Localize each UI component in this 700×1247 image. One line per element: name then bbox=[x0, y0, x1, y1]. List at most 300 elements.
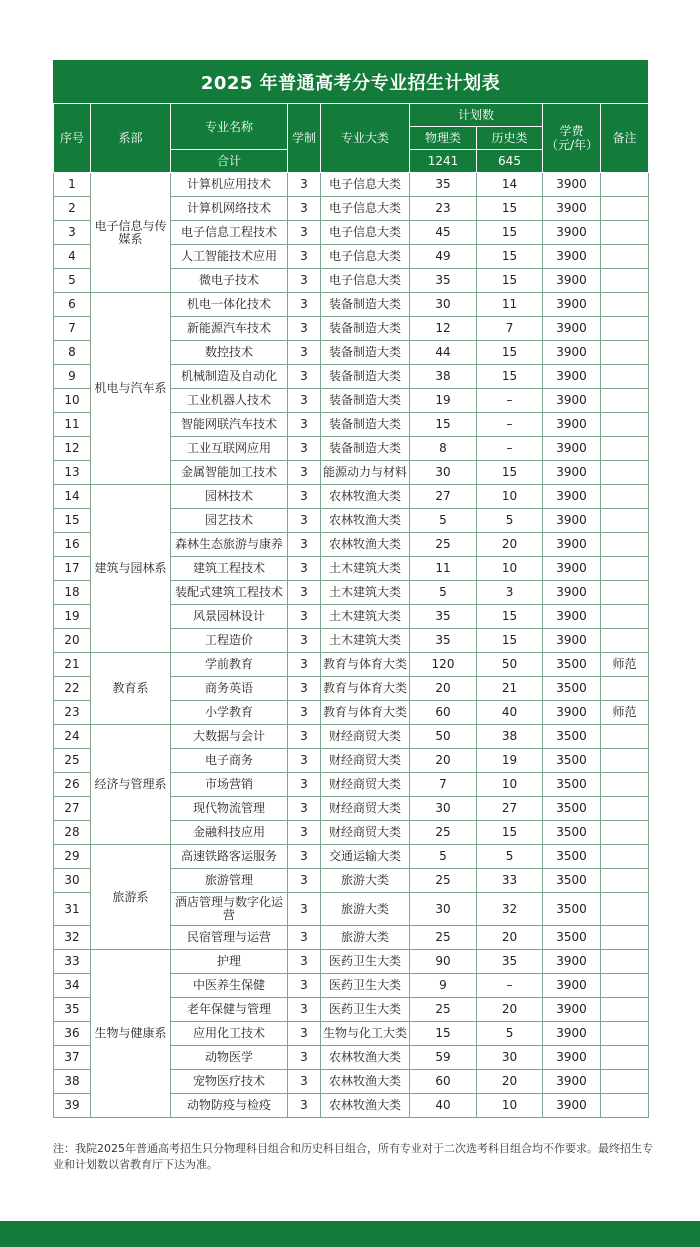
cell-tuition: 3900 bbox=[543, 998, 601, 1022]
cell-history: 5 bbox=[477, 509, 543, 533]
cell-physics: 7 bbox=[410, 773, 477, 797]
cell-remark bbox=[601, 293, 649, 317]
cell-major: 动物医学 bbox=[171, 1046, 288, 1070]
cell-remark bbox=[601, 677, 649, 701]
cell-major: 工业机器人技术 bbox=[171, 389, 288, 413]
cell-category: 电子信息大类 bbox=[321, 173, 410, 197]
cell-seq: 24 bbox=[54, 725, 91, 749]
cell-category: 农林牧渔大类 bbox=[321, 1094, 410, 1118]
cell-major: 高速铁路客运服务 bbox=[171, 845, 288, 869]
cell-seq: 30 bbox=[54, 869, 91, 893]
cell-physics: 45 bbox=[410, 221, 477, 245]
cell-history: 15 bbox=[477, 245, 543, 269]
cell-duration: 3 bbox=[288, 245, 321, 269]
cell-major: 现代物流管理 bbox=[171, 797, 288, 821]
cell-history: 10 bbox=[477, 485, 543, 509]
enrollment-plan-table bbox=[53, 103, 649, 1118]
cell-seq: 13 bbox=[54, 461, 91, 485]
cell-physics: 30 bbox=[410, 797, 477, 821]
cell-tuition: 3500 bbox=[543, 677, 601, 701]
cell-history: 14 bbox=[477, 173, 543, 197]
cell-major: 金融科技应用 bbox=[171, 821, 288, 845]
cell-tuition: 3500 bbox=[543, 653, 601, 677]
cell-major: 电子商务 bbox=[171, 749, 288, 773]
cell-category: 电子信息大类 bbox=[321, 197, 410, 221]
cell-tuition: 3900 bbox=[543, 701, 601, 725]
cell-physics: 25 bbox=[410, 533, 477, 557]
cell-tuition: 3900 bbox=[543, 950, 601, 974]
cell-category: 教育与体育大类 bbox=[321, 701, 410, 725]
cell-physics: 5 bbox=[410, 845, 477, 869]
cell-history: 10 bbox=[477, 1094, 543, 1118]
cell-category: 教育与体育大类 bbox=[321, 653, 410, 677]
cell-tuition: 3500 bbox=[543, 773, 601, 797]
cell-category: 装备制造大类 bbox=[321, 293, 410, 317]
cell-major: 风景园林设计 bbox=[171, 605, 288, 629]
cell-category: 农林牧渔大类 bbox=[321, 1046, 410, 1070]
header-tuition: 学费（元/年） bbox=[543, 104, 601, 173]
cell-physics: 15 bbox=[410, 413, 477, 437]
cell-seq: 23 bbox=[54, 701, 91, 725]
cell-physics: 20 bbox=[410, 677, 477, 701]
cell-remark bbox=[601, 974, 649, 998]
cell-seq: 36 bbox=[54, 1022, 91, 1046]
cell-major: 园艺技术 bbox=[171, 509, 288, 533]
cell-seq: 2 bbox=[54, 197, 91, 221]
table-row bbox=[54, 293, 649, 317]
cell-physics: 59 bbox=[410, 1046, 477, 1070]
cell-category: 土木建筑大类 bbox=[321, 605, 410, 629]
cell-tuition: 3900 bbox=[543, 533, 601, 557]
cell-remark bbox=[601, 461, 649, 485]
cell-remark bbox=[601, 797, 649, 821]
header-plan: 计划数 bbox=[410, 104, 543, 127]
cell-tuition: 3900 bbox=[543, 974, 601, 998]
cell-tuition: 3900 bbox=[543, 1070, 601, 1094]
cell-physics: 8 bbox=[410, 437, 477, 461]
cell-seq: 27 bbox=[54, 797, 91, 821]
cell-remark bbox=[601, 509, 649, 533]
cell-seq: 28 bbox=[54, 821, 91, 845]
cell-duration: 3 bbox=[288, 950, 321, 974]
cell-major: 宠物医疗技术 bbox=[171, 1070, 288, 1094]
cell-category: 医药卫生大类 bbox=[321, 998, 410, 1022]
cell-tuition: 3900 bbox=[543, 1046, 601, 1070]
cell-duration: 3 bbox=[288, 485, 321, 509]
table-row bbox=[54, 950, 649, 974]
cell-duration: 3 bbox=[288, 605, 321, 629]
cell-category: 装备制造大类 bbox=[321, 341, 410, 365]
cell-major: 小学教育 bbox=[171, 701, 288, 725]
cell-history: 40 bbox=[477, 701, 543, 725]
cell-seq: 7 bbox=[54, 317, 91, 341]
cell-duration: 3 bbox=[288, 557, 321, 581]
cell-duration: 3 bbox=[288, 317, 321, 341]
cell-history: 15 bbox=[477, 461, 543, 485]
cell-seq: 34 bbox=[54, 974, 91, 998]
cell-duration: 3 bbox=[288, 533, 321, 557]
cell-tuition: 3900 bbox=[543, 581, 601, 605]
header-remarks: 备注 bbox=[601, 104, 649, 173]
cell-seq: 21 bbox=[54, 653, 91, 677]
cell-duration: 3 bbox=[288, 845, 321, 869]
cell-duration: 3 bbox=[288, 797, 321, 821]
cell-seq: 4 bbox=[54, 245, 91, 269]
cell-seq: 19 bbox=[54, 605, 91, 629]
cell-major: 工程造价 bbox=[171, 629, 288, 653]
cell-major: 人工智能技术应用 bbox=[171, 245, 288, 269]
cell-history: 19 bbox=[477, 749, 543, 773]
cell-category: 装备制造大类 bbox=[321, 413, 410, 437]
cell-tuition: 3900 bbox=[543, 629, 601, 653]
cell-duration: 3 bbox=[288, 701, 321, 725]
cell-seq: 37 bbox=[54, 1046, 91, 1070]
cell-remark bbox=[601, 845, 649, 869]
cell-physics: 25 bbox=[410, 869, 477, 893]
cell-remark bbox=[601, 926, 649, 950]
cell-seq: 33 bbox=[54, 950, 91, 974]
cell-physics: 30 bbox=[410, 893, 477, 926]
cell-major: 智能网联汽车技术 bbox=[171, 413, 288, 437]
cell-seq: 5 bbox=[54, 269, 91, 293]
cell-remark bbox=[601, 773, 649, 797]
cell-remark: 师范 bbox=[601, 701, 649, 725]
cell-tuition: 3900 bbox=[543, 197, 601, 221]
cell-category: 旅游大类 bbox=[321, 926, 410, 950]
table-row bbox=[54, 845, 649, 869]
cell-department: 机电与汽车系 bbox=[91, 293, 171, 485]
cell-tuition: 3900 bbox=[543, 245, 601, 269]
cell-duration: 3 bbox=[288, 773, 321, 797]
cell-remark bbox=[601, 605, 649, 629]
cell-category: 农林牧渔大类 bbox=[321, 485, 410, 509]
cell-history: 10 bbox=[477, 557, 543, 581]
cell-duration: 3 bbox=[288, 173, 321, 197]
cell-physics: 20 bbox=[410, 749, 477, 773]
header-physics: 物理类 bbox=[410, 127, 477, 150]
cell-duration: 3 bbox=[288, 293, 321, 317]
cell-seq: 10 bbox=[54, 389, 91, 413]
cell-major: 护理 bbox=[171, 950, 288, 974]
table-row bbox=[54, 173, 649, 197]
cell-tuition: 3900 bbox=[543, 437, 601, 461]
cell-history: – bbox=[477, 437, 543, 461]
cell-seq: 18 bbox=[54, 581, 91, 605]
cell-major: 旅游管理 bbox=[171, 869, 288, 893]
cell-history: 20 bbox=[477, 533, 543, 557]
cell-major: 大数据与会计 bbox=[171, 725, 288, 749]
cell-category: 旅游大类 bbox=[321, 869, 410, 893]
cell-tuition: 3900 bbox=[543, 485, 601, 509]
cell-major: 森林生态旅游与康养 bbox=[171, 533, 288, 557]
cell-physics: 49 bbox=[410, 245, 477, 269]
cell-major: 微电子技术 bbox=[171, 269, 288, 293]
cell-physics: 11 bbox=[410, 557, 477, 581]
cell-physics: 60 bbox=[410, 1070, 477, 1094]
cell-history: 30 bbox=[477, 1046, 543, 1070]
cell-category: 旅游大类 bbox=[321, 893, 410, 926]
cell-history: 15 bbox=[477, 197, 543, 221]
cell-tuition: 3900 bbox=[543, 221, 601, 245]
table-row bbox=[54, 725, 649, 749]
cell-category: 装备制造大类 bbox=[321, 437, 410, 461]
table-title: 2025 年普通高考分专业招生计划表 bbox=[53, 60, 648, 103]
cell-remark bbox=[601, 197, 649, 221]
cell-history: 10 bbox=[477, 773, 543, 797]
table-body bbox=[54, 173, 649, 1118]
cell-seq: 29 bbox=[54, 845, 91, 869]
cell-major: 装配式建筑工程技术 bbox=[171, 581, 288, 605]
cell-category: 装备制造大类 bbox=[321, 389, 410, 413]
cell-tuition: 3900 bbox=[543, 173, 601, 197]
cell-history: 15 bbox=[477, 605, 543, 629]
cell-category: 土木建筑大类 bbox=[321, 581, 410, 605]
cell-physics: 30 bbox=[410, 461, 477, 485]
cell-tuition: 3900 bbox=[543, 1094, 601, 1118]
cell-physics: 60 bbox=[410, 701, 477, 725]
cell-physics: 25 bbox=[410, 998, 477, 1022]
cell-duration: 3 bbox=[288, 974, 321, 998]
cell-tuition: 3500 bbox=[543, 893, 601, 926]
cell-tuition: 3500 bbox=[543, 797, 601, 821]
cell-history: 20 bbox=[477, 1070, 543, 1094]
cell-duration: 3 bbox=[288, 653, 321, 677]
cell-major: 园林技术 bbox=[171, 485, 288, 509]
table-row bbox=[54, 485, 649, 509]
cell-tuition: 3900 bbox=[543, 365, 601, 389]
cell-tuition: 3900 bbox=[543, 269, 601, 293]
cell-tuition: 3900 bbox=[543, 605, 601, 629]
cell-tuition: 3900 bbox=[543, 461, 601, 485]
cell-major: 动物防疫与检疫 bbox=[171, 1094, 288, 1118]
cell-remark bbox=[601, 173, 649, 197]
cell-history: 3 bbox=[477, 581, 543, 605]
plan-sheet bbox=[53, 60, 648, 1118]
cell-physics: 5 bbox=[410, 581, 477, 605]
cell-remark bbox=[601, 1094, 649, 1118]
cell-seq: 6 bbox=[54, 293, 91, 317]
cell-tuition: 3500 bbox=[543, 926, 601, 950]
cell-history: 38 bbox=[477, 725, 543, 749]
cell-major: 机械制造及自动化 bbox=[171, 365, 288, 389]
cell-tuition: 3900 bbox=[543, 413, 601, 437]
cell-department: 电子信息与传媒系 bbox=[91, 173, 171, 293]
cell-physics: 9 bbox=[410, 974, 477, 998]
cell-remark bbox=[601, 1046, 649, 1070]
cell-category: 农林牧渔大类 bbox=[321, 533, 410, 557]
cell-tuition: 3500 bbox=[543, 725, 601, 749]
cell-seq: 11 bbox=[54, 413, 91, 437]
cell-physics: 35 bbox=[410, 269, 477, 293]
cell-duration: 3 bbox=[288, 341, 321, 365]
cell-category: 财经商贸大类 bbox=[321, 773, 410, 797]
cell-major: 商务英语 bbox=[171, 677, 288, 701]
cell-history: 15 bbox=[477, 365, 543, 389]
cell-department: 经济与管理系 bbox=[91, 725, 171, 845]
cell-remark bbox=[601, 950, 649, 974]
cell-physics: 30 bbox=[410, 293, 477, 317]
cell-seq: 20 bbox=[54, 629, 91, 653]
cell-seq: 15 bbox=[54, 509, 91, 533]
table-row bbox=[54, 653, 649, 677]
cell-tuition: 3900 bbox=[543, 557, 601, 581]
cell-category: 土木建筑大类 bbox=[321, 557, 410, 581]
cell-remark bbox=[601, 893, 649, 926]
cell-history: – bbox=[477, 389, 543, 413]
cell-department: 教育系 bbox=[91, 653, 171, 725]
cell-remark bbox=[601, 413, 649, 437]
cell-major: 建筑工程技术 bbox=[171, 557, 288, 581]
cell-history: 32 bbox=[477, 893, 543, 926]
cell-duration: 3 bbox=[288, 869, 321, 893]
cell-major: 计算机应用技术 bbox=[171, 173, 288, 197]
cell-seq: 16 bbox=[54, 533, 91, 557]
cell-duration: 3 bbox=[288, 437, 321, 461]
cell-tuition: 3900 bbox=[543, 389, 601, 413]
cell-history: 15 bbox=[477, 341, 543, 365]
footer-bar bbox=[0, 1221, 700, 1247]
cell-history: 15 bbox=[477, 821, 543, 845]
cell-tuition: 3500 bbox=[543, 869, 601, 893]
cell-physics: 38 bbox=[410, 365, 477, 389]
cell-category: 能源动力与材料 bbox=[321, 461, 410, 485]
header-total-label: 合计 bbox=[171, 150, 288, 173]
cell-physics: 25 bbox=[410, 926, 477, 950]
cell-category: 财经商贸大类 bbox=[321, 749, 410, 773]
cell-major: 应用化工技术 bbox=[171, 1022, 288, 1046]
cell-physics: 25 bbox=[410, 821, 477, 845]
cell-tuition: 3900 bbox=[543, 1022, 601, 1046]
cell-major: 中医养生保健 bbox=[171, 974, 288, 998]
cell-seq: 26 bbox=[54, 773, 91, 797]
cell-category: 医药卫生大类 bbox=[321, 974, 410, 998]
cell-seq: 32 bbox=[54, 926, 91, 950]
cell-history: 21 bbox=[477, 677, 543, 701]
cell-remark bbox=[601, 629, 649, 653]
cell-remark bbox=[601, 245, 649, 269]
cell-physics: 90 bbox=[410, 950, 477, 974]
cell-history: 15 bbox=[477, 269, 543, 293]
cell-major: 金属智能加工技术 bbox=[171, 461, 288, 485]
cell-history: 15 bbox=[477, 629, 543, 653]
cell-category: 农林牧渔大类 bbox=[321, 509, 410, 533]
cell-duration: 3 bbox=[288, 629, 321, 653]
cell-physics: 50 bbox=[410, 725, 477, 749]
cell-physics: 35 bbox=[410, 605, 477, 629]
cell-duration: 3 bbox=[288, 389, 321, 413]
cell-remark bbox=[601, 365, 649, 389]
cell-history: 33 bbox=[477, 869, 543, 893]
cell-history: – bbox=[477, 974, 543, 998]
cell-physics: 27 bbox=[410, 485, 477, 509]
cell-major: 新能源汽车技术 bbox=[171, 317, 288, 341]
cell-tuition: 3900 bbox=[543, 293, 601, 317]
cell-department: 生物与健康系 bbox=[91, 950, 171, 1118]
cell-remark bbox=[601, 389, 649, 413]
header-major: 专业名称 bbox=[171, 104, 288, 150]
cell-remark bbox=[601, 821, 649, 845]
cell-category: 财经商贸大类 bbox=[321, 725, 410, 749]
cell-seq: 22 bbox=[54, 677, 91, 701]
cell-major: 老年保健与管理 bbox=[171, 998, 288, 1022]
cell-seq: 1 bbox=[54, 173, 91, 197]
cell-category: 农林牧渔大类 bbox=[321, 1070, 410, 1094]
cell-category: 财经商贸大类 bbox=[321, 797, 410, 821]
cell-seq: 8 bbox=[54, 341, 91, 365]
cell-history: 11 bbox=[477, 293, 543, 317]
cell-duration: 3 bbox=[288, 509, 321, 533]
cell-category: 生物与化工大类 bbox=[321, 1022, 410, 1046]
cell-major: 酒店管理与数字化运营 bbox=[171, 893, 288, 926]
header-category: 专业大类 bbox=[321, 104, 410, 173]
cell-duration: 3 bbox=[288, 581, 321, 605]
cell-major: 计算机网络技术 bbox=[171, 197, 288, 221]
cell-duration: 3 bbox=[288, 221, 321, 245]
cell-seq: 25 bbox=[54, 749, 91, 773]
table-header bbox=[54, 104, 649, 173]
cell-duration: 3 bbox=[288, 926, 321, 950]
cell-duration: 3 bbox=[288, 461, 321, 485]
cell-duration: 3 bbox=[288, 821, 321, 845]
cell-seq: 9 bbox=[54, 365, 91, 389]
cell-remark bbox=[601, 269, 649, 293]
cell-physics: 5 bbox=[410, 509, 477, 533]
cell-physics: 12 bbox=[410, 317, 477, 341]
cell-seq: 38 bbox=[54, 1070, 91, 1094]
cell-remark bbox=[601, 869, 649, 893]
cell-remark bbox=[601, 437, 649, 461]
cell-remark bbox=[601, 341, 649, 365]
cell-remark: 师范 bbox=[601, 653, 649, 677]
cell-category: 装备制造大类 bbox=[321, 365, 410, 389]
cell-category: 交通运输大类 bbox=[321, 845, 410, 869]
cell-history: 35 bbox=[477, 950, 543, 974]
header-duration: 学制 bbox=[288, 104, 321, 173]
cell-history: – bbox=[477, 413, 543, 437]
cell-history: 5 bbox=[477, 1022, 543, 1046]
cell-duration: 3 bbox=[288, 1022, 321, 1046]
cell-duration: 3 bbox=[288, 1070, 321, 1094]
cell-physics: 23 bbox=[410, 197, 477, 221]
cell-category: 装备制造大类 bbox=[321, 317, 410, 341]
cell-category: 财经商贸大类 bbox=[321, 821, 410, 845]
cell-major: 工业互联网应用 bbox=[171, 437, 288, 461]
cell-remark bbox=[601, 581, 649, 605]
cell-duration: 3 bbox=[288, 197, 321, 221]
total-physics: 1241 bbox=[410, 150, 477, 173]
cell-duration: 3 bbox=[288, 893, 321, 926]
cell-category: 医药卫生大类 bbox=[321, 950, 410, 974]
cell-seq: 12 bbox=[54, 437, 91, 461]
cell-duration: 3 bbox=[288, 677, 321, 701]
cell-major: 数控技术 bbox=[171, 341, 288, 365]
cell-duration: 3 bbox=[288, 725, 321, 749]
cell-category: 电子信息大类 bbox=[321, 221, 410, 245]
cell-major: 学前教育 bbox=[171, 653, 288, 677]
cell-history: 7 bbox=[477, 317, 543, 341]
cell-duration: 3 bbox=[288, 998, 321, 1022]
cell-remark bbox=[601, 221, 649, 245]
cell-history: 20 bbox=[477, 998, 543, 1022]
cell-remark bbox=[601, 725, 649, 749]
cell-major: 市场营销 bbox=[171, 773, 288, 797]
header-department: 系部 bbox=[91, 104, 171, 173]
cell-remark bbox=[601, 485, 649, 509]
cell-remark bbox=[601, 1070, 649, 1094]
cell-tuition: 3900 bbox=[543, 341, 601, 365]
cell-category: 教育与体育大类 bbox=[321, 677, 410, 701]
cell-seq: 39 bbox=[54, 1094, 91, 1118]
